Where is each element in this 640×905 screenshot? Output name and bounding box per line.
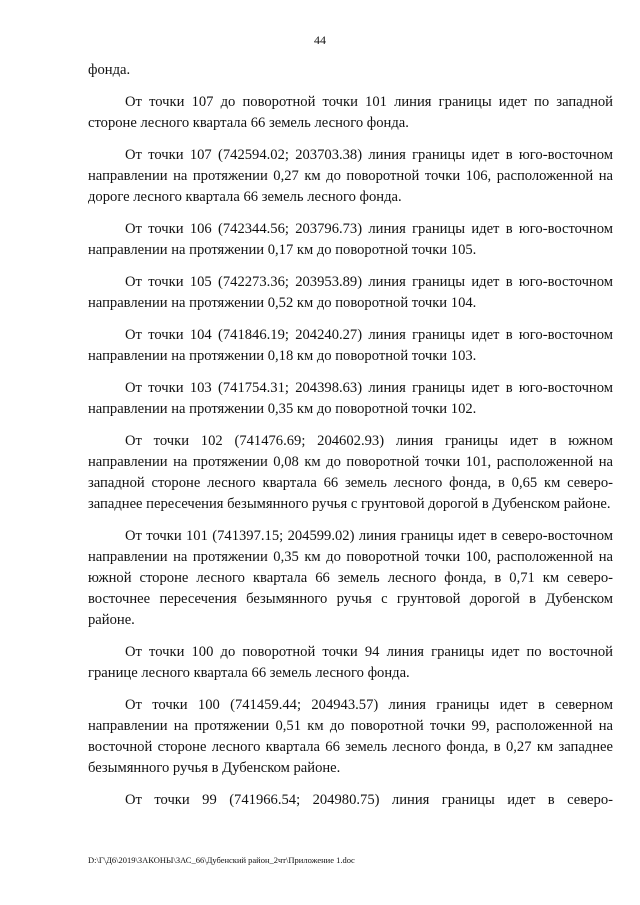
paragraph-point-104: От точки 104 (741846.19; 204240.27) линия границы идет в юго-восточном направлении на протяжении 0,18 км до поворотной точки 103. [88, 327, 613, 364]
footer-file-path: D:\Г\Д6\2019\ЗАКОНЫ\ЗАС_66\Дубенский район_2чт\Приложение 1.doc [88, 855, 355, 865]
paragraph-point-107: От точки 107 (742594.02; 203703.38) линия границы идет в юго-восточном направлении на протяжении 0,27 км до поворотной точки 106, расположенной на дороге лесного квартала 66 земель лесного фонда. [88, 147, 613, 205]
page-number: 44 [314, 33, 326, 47]
paragraph-continuation: фонда. [88, 62, 131, 78]
paragraph-100-to-94: От точки 100 до поворотной точки 94 линия границы идет по восточной границе лесного квартала 66 земель лесного фонда. [88, 644, 613, 681]
paragraph-point-99: От точки 99 (741966.54; 204980.75) линия границы идет в северо- [125, 792, 613, 808]
document-body [88, 60, 613, 811]
paragraph-point-100: От точки 100 (741459.44; 204943.57) линия границы идет в северном направлении на протяжении 0,51 км до поворотной точки 99, расположенной на восточной стороне лесного квартала 66 земель лесного фонда, в 0,27 км западнее безымянного ручья в Дубенском районе. [88, 697, 613, 776]
paragraph-point-102: От точки 102 (741476.69; 204602.93) линия границы идет в южном направлении на протяжении 0,08 км до поворотной точки 101, расположенной на западной стороне лесного квартала 66 земель лесного фонда, в 0,65 км северо-западнее пересечения безымянного ручья с грунтовой дорогой в Дубенском районе. [88, 433, 613, 512]
paragraph-point-105: От точки 105 (742273.36; 203953.89) линия границы идет в юго-восточном направлении на протяжении 0,52 км до поворотной точки 104. [88, 274, 613, 311]
paragraph-107-to-101: От точки 107 до поворотной точки 101 линия границы идет по западной стороне лесного квартала 66 земель лесного фонда. [88, 94, 613, 131]
paragraph-point-103: От точки 103 (741754.31; 204398.63) линия границы идет в юго-восточном направлении на протяжении 0,35 км до поворотной точки 102. [88, 380, 613, 417]
paragraph-point-106: От точки 106 (742344.56; 203796.73) линия границы идет в юго-восточном направлении на протяжении 0,17 км до поворотной точки 105. [88, 221, 613, 258]
paragraph-point-101: От точки 101 (741397.15; 204599.02) линия границы идет в северо-восточном направлении на протяжении 0,35 км до поворотной точки 100, расположенной на южной стороне лесного квартала 66 земель лесного фонда, в 0,71 км северо-восточнее пересечения безымянного ручья с грунтовой дорогой в Дубенском районе. [88, 528, 613, 628]
